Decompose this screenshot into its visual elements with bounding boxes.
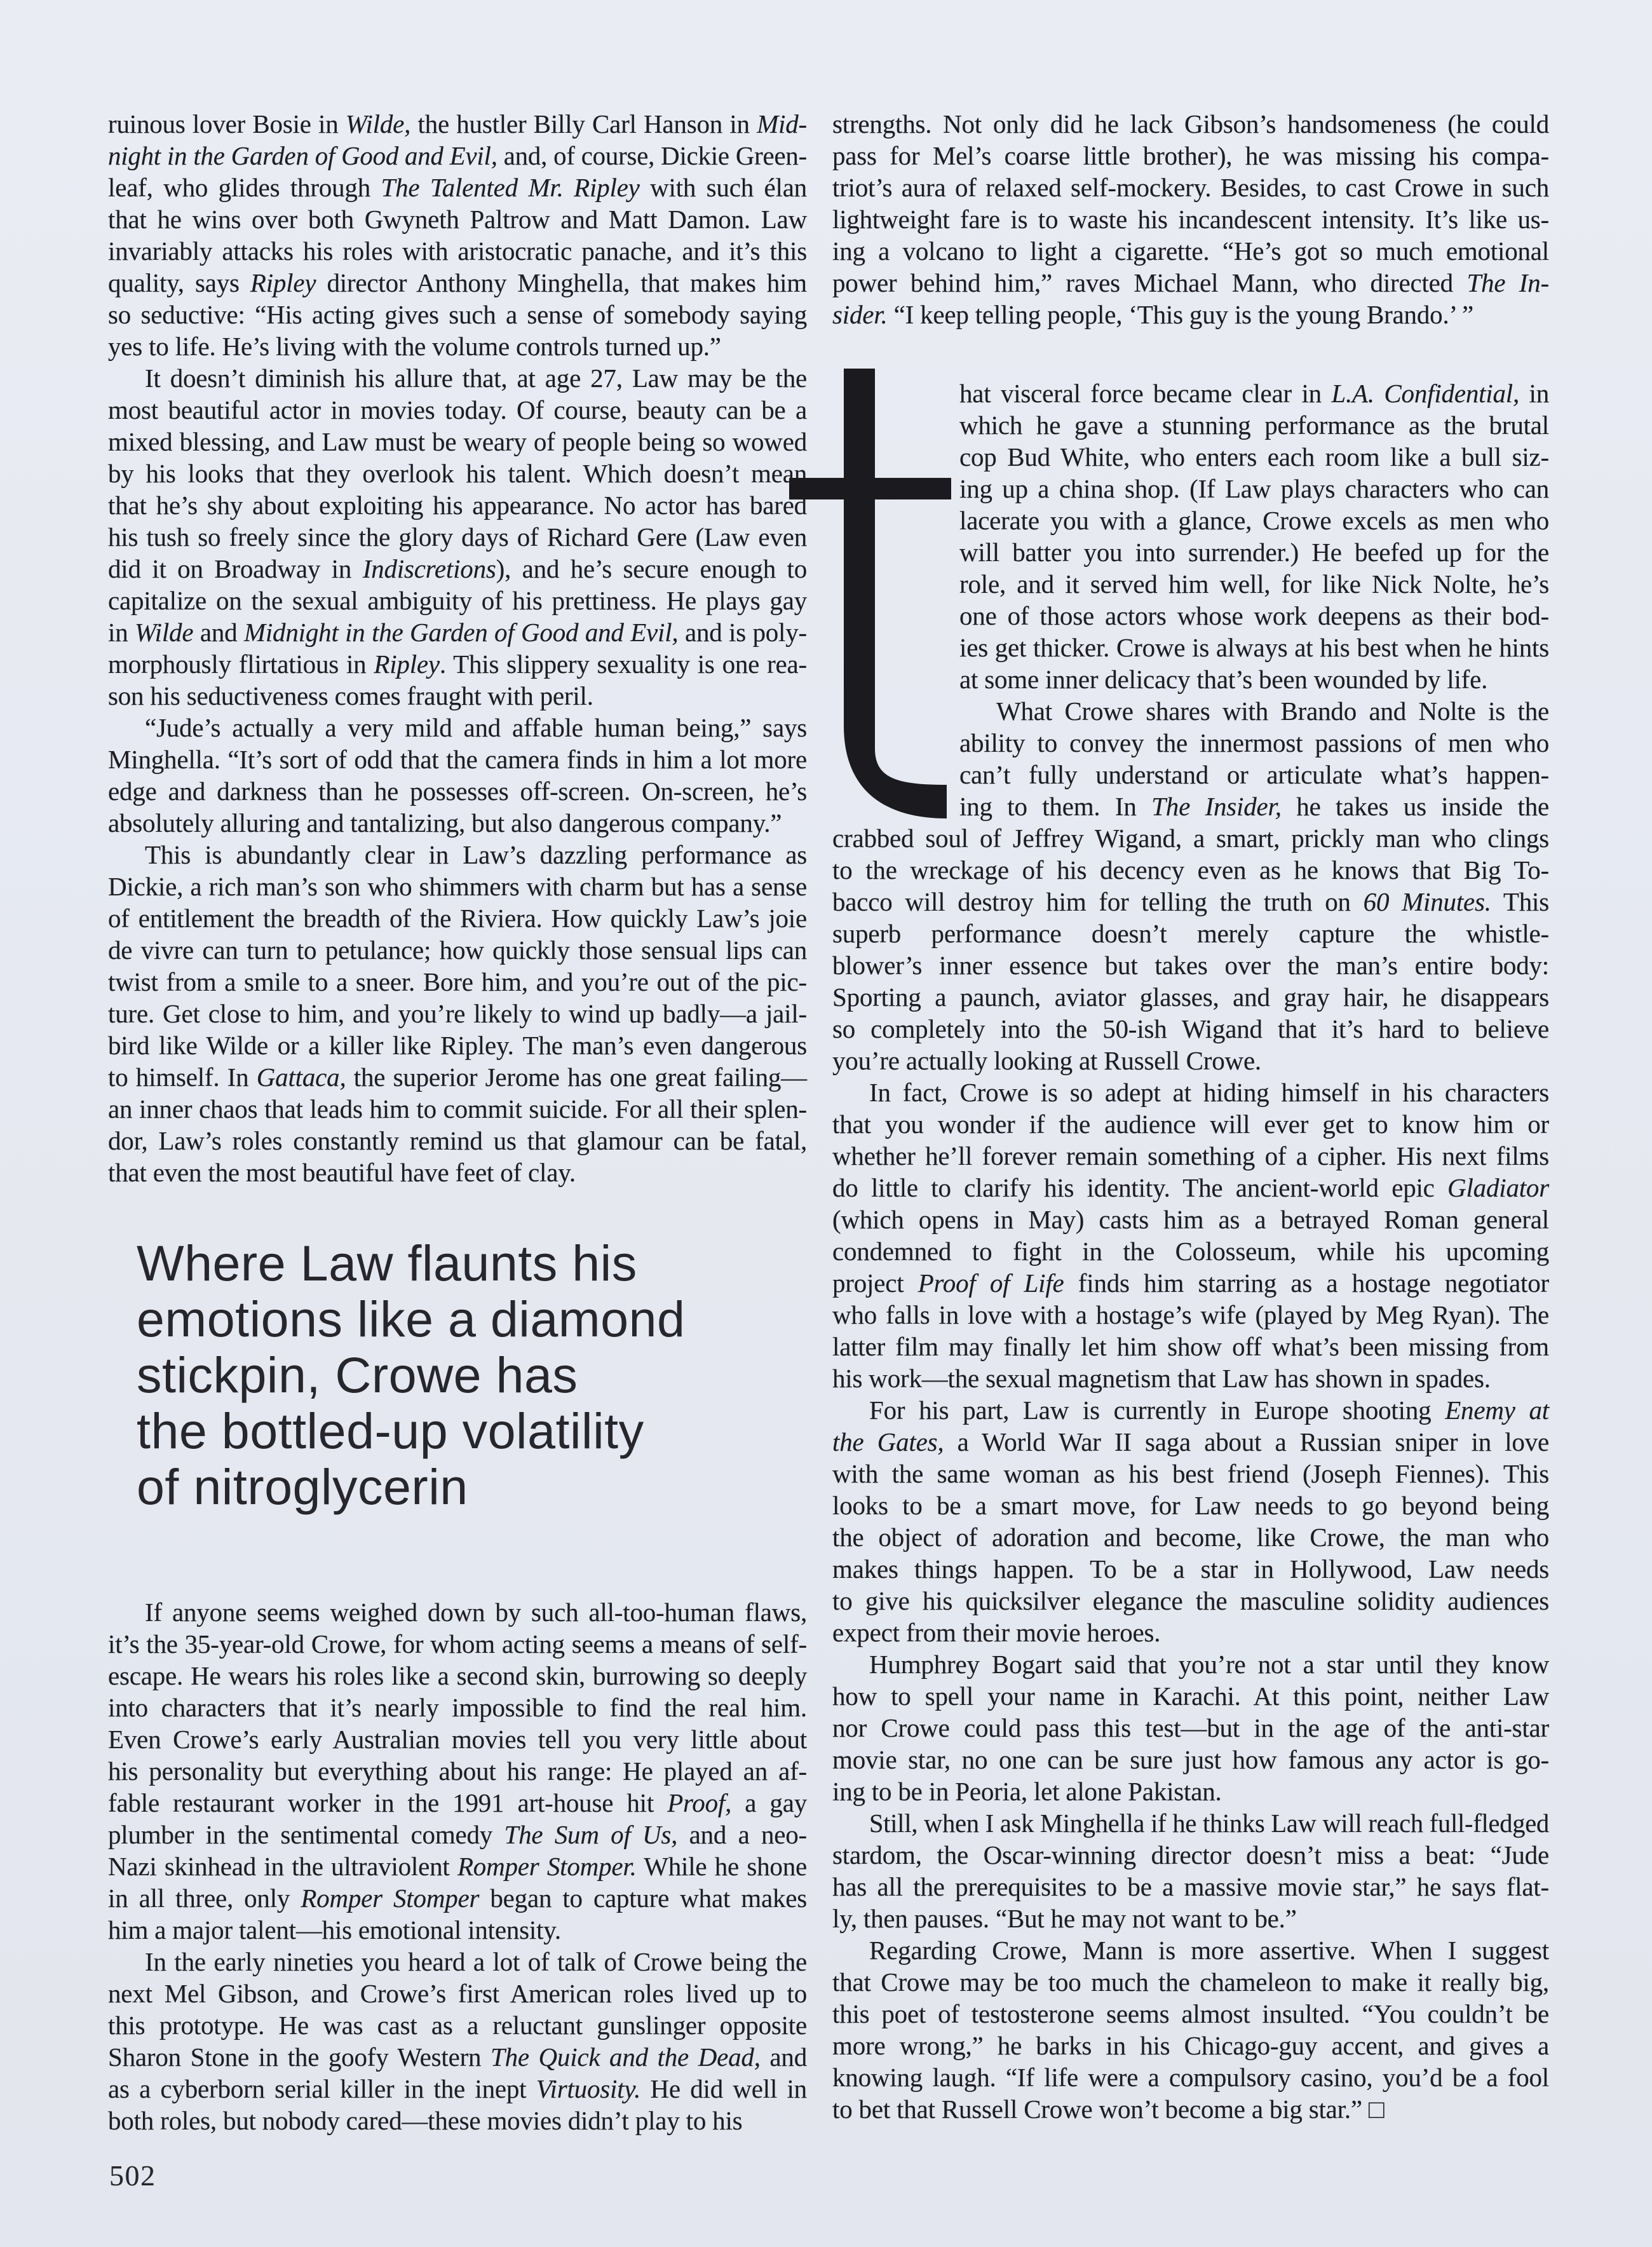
text-line: in all three, only Romper Stomper began to capture what makes xyxy=(108,1884,807,1913)
paragraph xyxy=(832,1076,1549,1394)
text-line: morphously flirtatious in Ripley. This slippery sexuality is one rea- xyxy=(108,649,807,679)
text-line: pass for Mel’s coarse little brother), he was missing his compa- xyxy=(832,141,1549,170)
text-line: fable restaurant worker in the 1991 art-house hit Proof, a gay xyxy=(108,1788,807,1817)
text-line: superb performance doesn’t merely capture the whistle- xyxy=(832,919,1549,948)
text-line: that Crowe may be too much the chameleon to make it really big, xyxy=(832,1967,1549,1997)
text-line: mixed blessing, and Law must be weary of people being so wowed xyxy=(108,427,807,456)
text-line: Even Crowe’s early Australian movies tell you very little about xyxy=(108,1725,807,1754)
text-line: For his part, Law is currently in Europe shooting Enemy at xyxy=(869,1395,1549,1425)
text-line: night in the Garden of Good and Evil, and, of course, Dickie Green- xyxy=(108,141,807,170)
right-column xyxy=(832,108,1549,2125)
text-line: that even the most beautiful have feet of clay. xyxy=(108,1158,576,1187)
text-line: strengths. Not only did he lack Gibson’s handsomeness (he could xyxy=(832,109,1549,139)
text-line: If anyone seems weighed down by such all-too-human flaws, xyxy=(145,1598,807,1627)
text-line: escape. He wears his roles like a second skin, burrowing so deeply xyxy=(108,1661,807,1690)
text-line: this prototype. He was cast as a reluctant gunslinger opposite xyxy=(108,2011,807,2040)
text-line: ing to them. In The Insider, he takes us inside the xyxy=(959,792,1549,821)
text-line: ly, then pauses. “But he may not want to be.” xyxy=(832,1904,1297,1933)
paragraph xyxy=(832,1807,1549,1934)
text-line: you’re actually looking at Russell Crowe. xyxy=(832,1046,1261,1075)
text-line: ture. Get close to him, and you’re likely to wind up badly—a jail- xyxy=(108,999,807,1028)
drop-cap-t-icon xyxy=(789,369,951,826)
right-column-intro-text xyxy=(832,108,1549,330)
text-line: how to spell your name in Karachi. At this point, neither Law xyxy=(832,1681,1549,1711)
text-line: an inner chaos that leads him to commit suicide. For all their splen- xyxy=(108,1094,807,1124)
text-line: more wrong,” he barks in his Chicago-guy accent, and gives a xyxy=(832,2031,1549,2060)
text-line: ability to convey the innermost passions of men who xyxy=(959,728,1549,757)
text-line: Humphrey Bogart said that you’re not a star until they know xyxy=(869,1650,1549,1679)
paragraph xyxy=(832,108,1549,330)
text-line: (which opens in May) casts him as a betrayed Roman general xyxy=(832,1205,1549,1234)
text-line: Sharon Stone in the goofy Western The Quick and the Dead, and xyxy=(108,2042,807,2072)
paragraph xyxy=(108,1596,807,1946)
text-line: by his looks that they overlook his talent. Which doesn’t mean xyxy=(108,459,807,488)
paragraph xyxy=(108,362,807,712)
paragraph xyxy=(832,1934,1549,2125)
text-line: project Proof of Life finds him starring as a hostage negotiator xyxy=(832,1268,1549,1298)
text-line: as a cyberborn serial killer in the inept Virtuosity. He did well in xyxy=(108,2074,807,2103)
text-line: to himself. In Gattaca, the superior Jerome has one great failing— xyxy=(108,1062,807,1092)
drop-cap-section xyxy=(832,377,1549,1076)
text-line: bird like Wilde or a killer like Ripley. The man’s even dangerous xyxy=(108,1031,807,1060)
text-line: at some inner delicacy that’s been wounded by life. xyxy=(959,665,1488,694)
text-line: edge and darkness than he possesses off-screen. On-screen, he’s xyxy=(108,777,807,806)
text-line: of nitroglycerin xyxy=(137,1458,468,1515)
paragraph xyxy=(108,712,807,839)
text-line: nor Crowe could pass this test—but in the age of the anti-star xyxy=(832,1713,1549,1742)
text-line: looks to be a smart move, for Law needs to go beyond being xyxy=(832,1491,1549,1520)
text-line: role, and it served him well, for like Nick Nolte, he’s xyxy=(959,569,1549,599)
text-line: the bottled-up volatility xyxy=(137,1402,644,1459)
text-line: of entitlement the breadth of the Riviera. How quickly Law’s joie xyxy=(108,904,807,933)
page-number: 502 xyxy=(109,2159,156,2192)
text-line: triot’s aura of relaxed self-mockery. Besides, to cast Crowe in such xyxy=(832,173,1549,202)
text-line: quality, says Ripley director Anthony Minghella, that makes him xyxy=(108,268,807,297)
text-line: dor, Law’s roles constantly remind us that glamour can be fatal, xyxy=(108,1126,807,1155)
text-line: to the wreckage of his decency even as he knows that Big To- xyxy=(832,855,1549,885)
text-line: invariably attacks his roles with aristocratic panache, and it’s this xyxy=(108,236,807,266)
text-line: to bet that Russell Crowe won’t become a big star.” □ xyxy=(832,2094,1385,2124)
text-line: de vivre can turn to petulance; how quickly those sensual lips can xyxy=(108,935,807,965)
text-line: This is abundantly clear in Law’s dazzling performance as xyxy=(145,840,807,869)
left-column-upper-text xyxy=(108,108,807,1188)
text-line: yes to life. He’s living with the volume controls turned up.” xyxy=(108,332,721,361)
text-line: lacerate you with a glance, Crowe excels as men who xyxy=(959,506,1549,535)
paragraph xyxy=(108,1946,807,2136)
left-column xyxy=(108,108,807,2136)
text-line: leaf, who glides through The Talented Mr. Ripley with such élan xyxy=(108,173,807,202)
paragraph xyxy=(108,839,807,1188)
text-line: him a major talent—his emotional intensity. xyxy=(108,1915,561,1945)
text-line: capitalize on the sexual ambiguity of his prettiness. He plays gay xyxy=(108,586,807,615)
text-line: in Wilde and Midnight in the Garden of Good and Evil, and is poly- xyxy=(108,618,807,647)
text-line: power behind him,” raves Michael Mann, who directed The In- xyxy=(832,268,1549,297)
text-line: his work—the sexual magnetism that Law has shown in spades. xyxy=(832,1364,1491,1393)
text-line: ruinous lover Bosie in Wilde, the hustler Billy Carl Hanson in Mid- xyxy=(108,109,807,139)
paragraph xyxy=(108,108,807,362)
paragraph xyxy=(832,1648,1549,1807)
text-line: so completely into the 50-ish Wigand that it’s hard to believe xyxy=(832,1014,1549,1043)
text-line: that he wins over both Gwyneth Paltrow and Matt Damon. Law xyxy=(108,205,807,234)
text-line: Minghella. “It’s sort of odd that the camera finds in him a lot more xyxy=(108,745,807,774)
text-line: both roles, but nobody cared—these movies didn’t play to his xyxy=(108,2106,743,2135)
pull-quote xyxy=(137,1235,807,1515)
text-line: whether he’ll forever remain something of a cipher. His next films xyxy=(832,1141,1549,1171)
text-line: bacco will destroy him for telling the truth on 60 Minutes. This xyxy=(832,887,1549,916)
text-line: What Crowe shares with Brando and Nolte is the xyxy=(996,696,1549,726)
text-line: condemned to fight in the Colosseum, while his upcoming xyxy=(832,1237,1549,1266)
paragraph xyxy=(832,1394,1549,1648)
text-line: twist from a smile to a sneer. Bore him, and you’re out of the pic- xyxy=(108,967,807,996)
text-line: cop Bud White, who enters each room like a bull siz- xyxy=(959,442,1549,472)
text-line: blower’s inner essence but takes over the man’s entire body: xyxy=(832,951,1549,980)
text-line: that he’s shy about exploiting his appearance. No actor has bared xyxy=(108,491,807,520)
text-line: into characters that it’s nearly impossible to find the real him. xyxy=(108,1693,807,1722)
text-line: plumber in the sentimental comedy The Sum of Us, and a neo- xyxy=(108,1820,808,1849)
text-line: Where Law flaunts his xyxy=(137,1235,637,1291)
text-line: absolutely alluring and tantalizing, but also dangerous company.” xyxy=(108,808,782,838)
text-line: Still, when I ask Minghella if he thinks Law will reach full-fledged xyxy=(869,1809,1549,1838)
text-line: hat visceral force became clear in L.A. Confidential, in xyxy=(959,379,1549,408)
right-column-lower-text xyxy=(832,1076,1549,2125)
text-line: to give his quicksilver elegance the masculine solidity audiences xyxy=(832,1586,1549,1615)
text-line: sider. “I keep telling people, ‘This guy is the young Brando.’ ” xyxy=(832,300,1473,329)
text-line: ing a volcano to light a cigarette. “He’s got so much emotional xyxy=(832,236,1549,266)
text-line: his tush so freely since the glory days of Richard Gere (Law even xyxy=(108,522,807,552)
text-line: knowing laugh. “If life were a compulsory casino, you’d be a fool xyxy=(832,2063,1549,2092)
text-line: lightweight fare is to waste his incandescent intensity. It’s like us- xyxy=(832,205,1549,234)
left-column-lower-text xyxy=(108,1596,807,2136)
text-line: emotions like a diamond xyxy=(137,1291,686,1347)
text-line: it’s the 35-year-old Crowe, for whom acting seems a means of self- xyxy=(108,1629,807,1659)
text-line: “Jude’s actually a very mild and affable human being,” says xyxy=(145,713,807,742)
text-line: It doesn’t diminish his allure that, at age 27, Law may be the xyxy=(145,363,807,393)
text-line: will batter you into surrender.) He beefed up for the xyxy=(959,538,1549,567)
text-line: Dickie, a rich man’s son who shimmers with charm but has a sense xyxy=(108,872,807,901)
text-line: movie star, no one can be sure just how famous any actor is go- xyxy=(832,1745,1549,1774)
text-line: with the same woman as his best friend (Joseph Fiennes). This xyxy=(832,1459,1549,1488)
text-line: ing to be in Peoria, let alone Pakistan. xyxy=(832,1777,1222,1806)
text-line: makes things happen. To be a star in Hollywood, Law needs xyxy=(832,1554,1549,1584)
text-line: the object of adoration and become, like Crowe, the man who xyxy=(832,1523,1549,1552)
text-line: stickpin, Crowe has xyxy=(137,1347,578,1403)
text-line: ing up a china shop. (If Law plays characters who can xyxy=(959,474,1549,503)
text-line: stardom, the Oscar-winning director doesn’t miss a beat: “Jude xyxy=(832,1840,1549,1870)
text-line: In the early nineties you heard a lot of talk of Crowe being the xyxy=(145,1947,807,1976)
text-line: expect from their movie heroes. xyxy=(832,1618,1161,1647)
text-line: most beautiful actor in movies today. Of course, beauty can be a xyxy=(108,395,807,424)
text-line: son his seductiveness comes fraught with peril. xyxy=(108,681,593,710)
text-line: which he gave a stunning performance as the brutal xyxy=(959,411,1549,440)
text-line: so seductive: “His acting gives such a sense of somebody saying xyxy=(108,300,807,329)
text-line: next Mel Gibson, and Crowe’s first American roles lived up to xyxy=(108,1979,807,2008)
text-line: do little to clarify his identity. The ancient-world epic Gladiator xyxy=(832,1173,1549,1202)
text-line: can’t fully understand or articulate what’s happen- xyxy=(959,760,1549,789)
text-line: who falls in love with a hostage’s wife (played by Meg Ryan). The xyxy=(832,1300,1549,1329)
text-line: ies get thicker. Crowe is always at his best when he hints xyxy=(959,633,1549,662)
text-line: his personality but everything about his range: He played an af- xyxy=(108,1756,807,1786)
text-line: Regarding Crowe, Mann is more assertive. When I suggest xyxy=(869,1936,1549,1965)
text-line: one of those actors whose work deepens as their bod- xyxy=(959,601,1549,630)
text-line: has all the prerequisites to be a massive movie star,” he says flat- xyxy=(832,1872,1549,1901)
text-line: that you wonder if the audience will ever get to know him or xyxy=(832,1110,1549,1139)
text-line: did it on Broadway in Indiscretions), and he’s secure enough to xyxy=(108,554,808,583)
text-line: the Gates, a World War II saga about a Russian sniper in love xyxy=(832,1427,1549,1456)
text-line: In fact, Crowe is so adept at hiding himself in his characters xyxy=(869,1078,1549,1107)
text-line: Nazi skinhead in the ultraviolent Romper Stomper. While he shone xyxy=(108,1852,807,1881)
text-line: this poet of testosterone seems almost insulted. “You couldn’t be xyxy=(832,1999,1549,2028)
text-line: Sporting a paunch, aviator glasses, and gray hair, he disappears xyxy=(832,982,1549,1012)
text-line: crabbed soul of Jeffrey Wigand, a smart, prickly man who clings xyxy=(832,824,1549,853)
text-line: latter film may finally let him show off what’s been missing from xyxy=(832,1332,1549,1361)
